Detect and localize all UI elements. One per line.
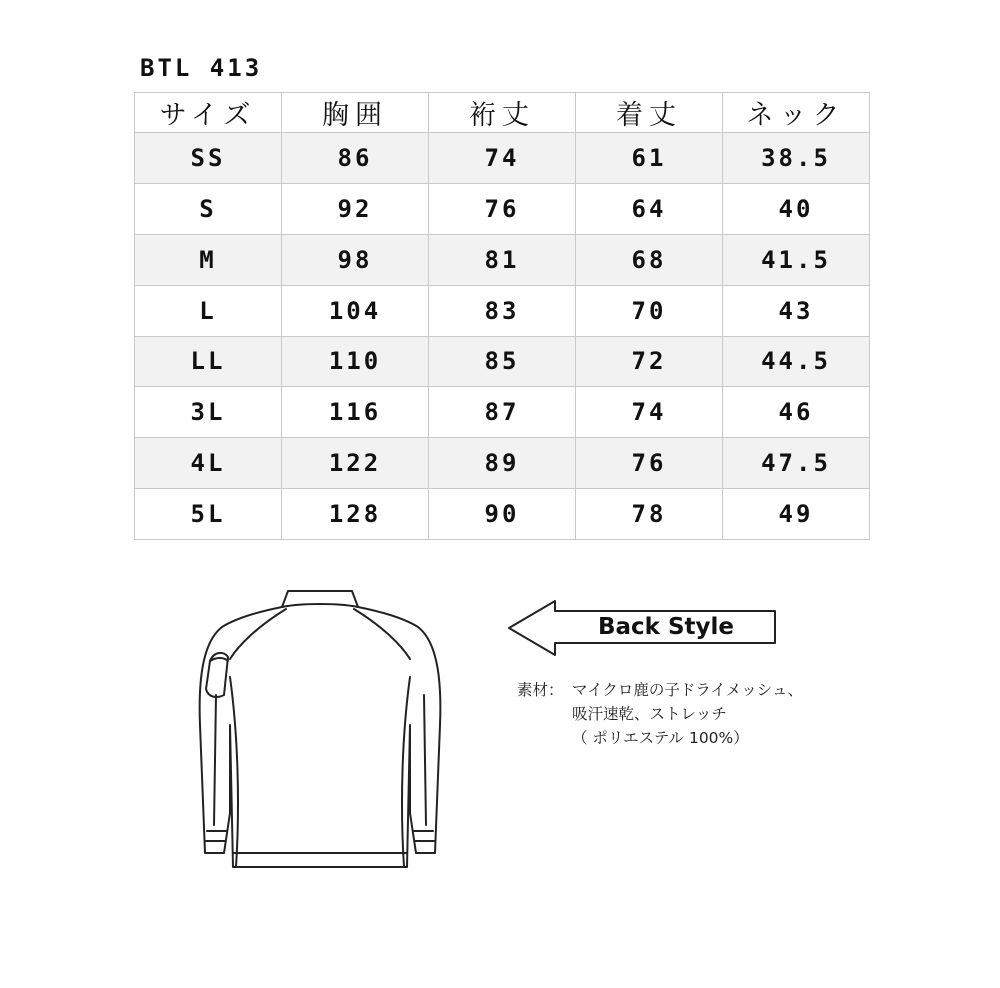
cell-chest: 92: [282, 183, 429, 234]
size-chart-table: [134, 92, 870, 540]
table-row: [135, 234, 870, 285]
table-row: [135, 438, 870, 489]
cell-sleeve: 87: [429, 387, 576, 438]
material-line: マイクロ鹿の子ドライメッシュ、: [572, 681, 803, 699]
header-length: 着丈: [576, 93, 723, 133]
cell-chest: 122: [282, 438, 429, 489]
table-row: [135, 387, 870, 438]
table-row: [135, 336, 870, 387]
cell-neck: 49: [723, 489, 870, 540]
material-row: [517, 726, 803, 750]
table-row: [135, 489, 870, 540]
cell-length: 68: [576, 234, 723, 285]
cell-size: M: [135, 234, 282, 285]
cell-chest: 128: [282, 489, 429, 540]
back-style-label: Back Style: [597, 614, 735, 640]
table-row: [135, 183, 870, 234]
cell-neck: 40: [723, 183, 870, 234]
cell-length: 78: [576, 489, 723, 540]
cell-size: S: [135, 183, 282, 234]
cell-size: LL: [135, 336, 282, 387]
cell-size: 3L: [135, 387, 282, 438]
cell-length: 61: [576, 133, 723, 184]
cell-length: 74: [576, 387, 723, 438]
header-sleeve: 裄丈: [429, 93, 576, 133]
cell-chest: 86: [282, 133, 429, 184]
cell-length: 70: [576, 285, 723, 336]
cell-size: 4L: [135, 438, 282, 489]
cell-sleeve: 85: [429, 336, 576, 387]
header-chest: 胸囲: [282, 93, 429, 133]
jacket-back-drawing: [180, 585, 460, 885]
cell-neck: 38.5: [723, 133, 870, 184]
cell-neck: 41.5: [723, 234, 870, 285]
cell-sleeve: 81: [429, 234, 576, 285]
cell-chest: 110: [282, 336, 429, 387]
cell-sleeve: 74: [429, 133, 576, 184]
cell-length: 76: [576, 438, 723, 489]
cell-size: SS: [135, 133, 282, 184]
material-label: 素材：: [517, 681, 564, 699]
cell-chest: 104: [282, 285, 429, 336]
cell-chest: 98: [282, 234, 429, 285]
cell-neck: 44.5: [723, 336, 870, 387]
header-neck: ネック: [723, 93, 870, 133]
cell-length: 64: [576, 183, 723, 234]
material-description: [517, 678, 803, 750]
material-row: [517, 702, 803, 726]
cell-sleeve: 76: [429, 183, 576, 234]
table-header-row: [135, 93, 870, 133]
cell-size: 5L: [135, 489, 282, 540]
cell-neck: 46: [723, 387, 870, 438]
cell-size: L: [135, 285, 282, 336]
cell-neck: 47.5: [723, 438, 870, 489]
cell-chest: 116: [282, 387, 429, 438]
table-row: [135, 133, 870, 184]
model-number: BTL 413: [140, 54, 263, 82]
table-row: [135, 285, 870, 336]
cell-length: 72: [576, 336, 723, 387]
cell-sleeve: 90: [429, 489, 576, 540]
header-size: サイズ: [135, 93, 282, 133]
material-line: 吸汗速乾、ストレッチ: [572, 705, 727, 723]
material-row: [517, 678, 803, 702]
material-line: （ ポリエステル 100%）: [572, 729, 749, 747]
cell-sleeve: 83: [429, 285, 576, 336]
cell-neck: 43: [723, 285, 870, 336]
cell-sleeve: 89: [429, 438, 576, 489]
